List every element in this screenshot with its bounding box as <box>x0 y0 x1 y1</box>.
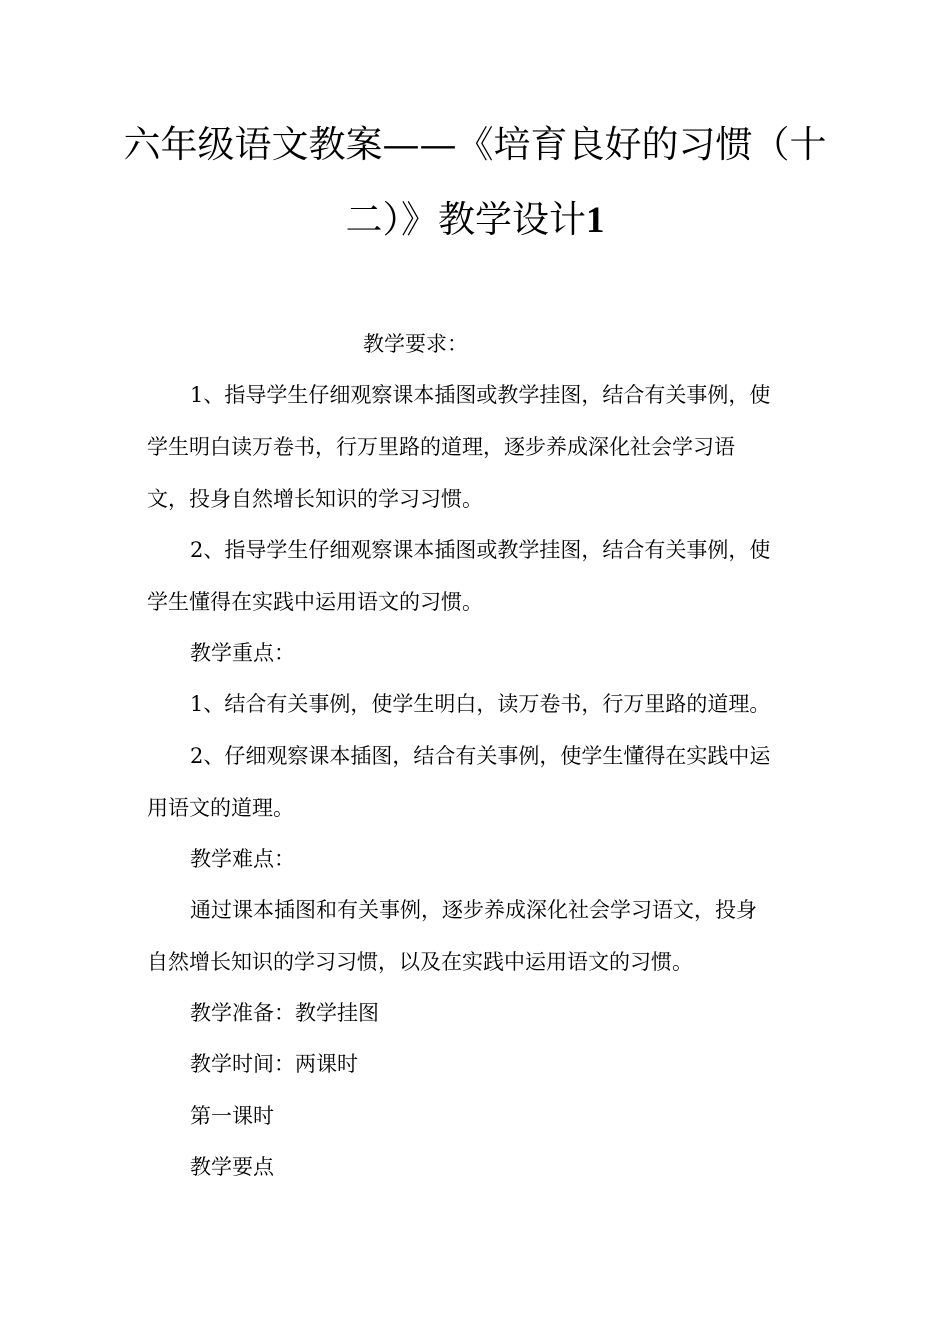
document-title-number: 1 <box>586 200 605 241</box>
key-point-2-line-1: 2、仔细观察课本插图，结合有关事例，使学生懂得在实践中运 <box>190 744 771 768</box>
teaching-time: 教学时间：两课时 <box>190 1052 358 1076</box>
lesson-1-heading: 第一课时 <box>190 1104 274 1128</box>
difficulty-line-2: 自然增长知识的学习习惯，以及在实践中运用语文的习惯。 <box>147 950 693 974</box>
requirement-1-line-1: 1、指导学生仔细观察课本插图或教学挂图，结合有关事例，使 <box>190 383 771 407</box>
key-point-2-line-2: 用语文的道理。 <box>147 796 294 820</box>
document-title-text: 二）》教学设计 <box>345 198 586 241</box>
requirement-2-line-2: 学生懂得在实践中运用语文的习惯。 <box>147 590 483 614</box>
difficulty-line-1: 通过课本插图和有关事例，逐步养成深化社会学习语文，投身 <box>190 898 757 922</box>
requirement-1-line-2: 学生明白读万卷书，行万里路的道理，逐步养成深化社会学习语 <box>147 435 735 459</box>
requirement-1-line-3: 文，投身自然增长知识的学习习惯。 <box>147 487 483 511</box>
requirements-heading: 教学要求： <box>363 332 468 356</box>
teaching-points-heading: 教学要点 <box>190 1155 274 1179</box>
requirement-2-line-1: 2、指导学生仔细观察课本插图或教学挂图，结合有关事例，使 <box>190 538 771 562</box>
key-point-1: 1、结合有关事例，使学生明白，读万卷书，行万里路的道理。 <box>190 692 771 716</box>
teaching-preparation: 教学准备：教学挂图 <box>190 1001 379 1025</box>
document-title-line-2 <box>120 200 830 241</box>
document-title-line-1: 六年级语文教案——《培育良好的习惯（十 <box>123 123 827 166</box>
difficulty-heading: 教学难点： <box>190 847 295 871</box>
key-points-heading: 教学重点： <box>190 641 295 665</box>
